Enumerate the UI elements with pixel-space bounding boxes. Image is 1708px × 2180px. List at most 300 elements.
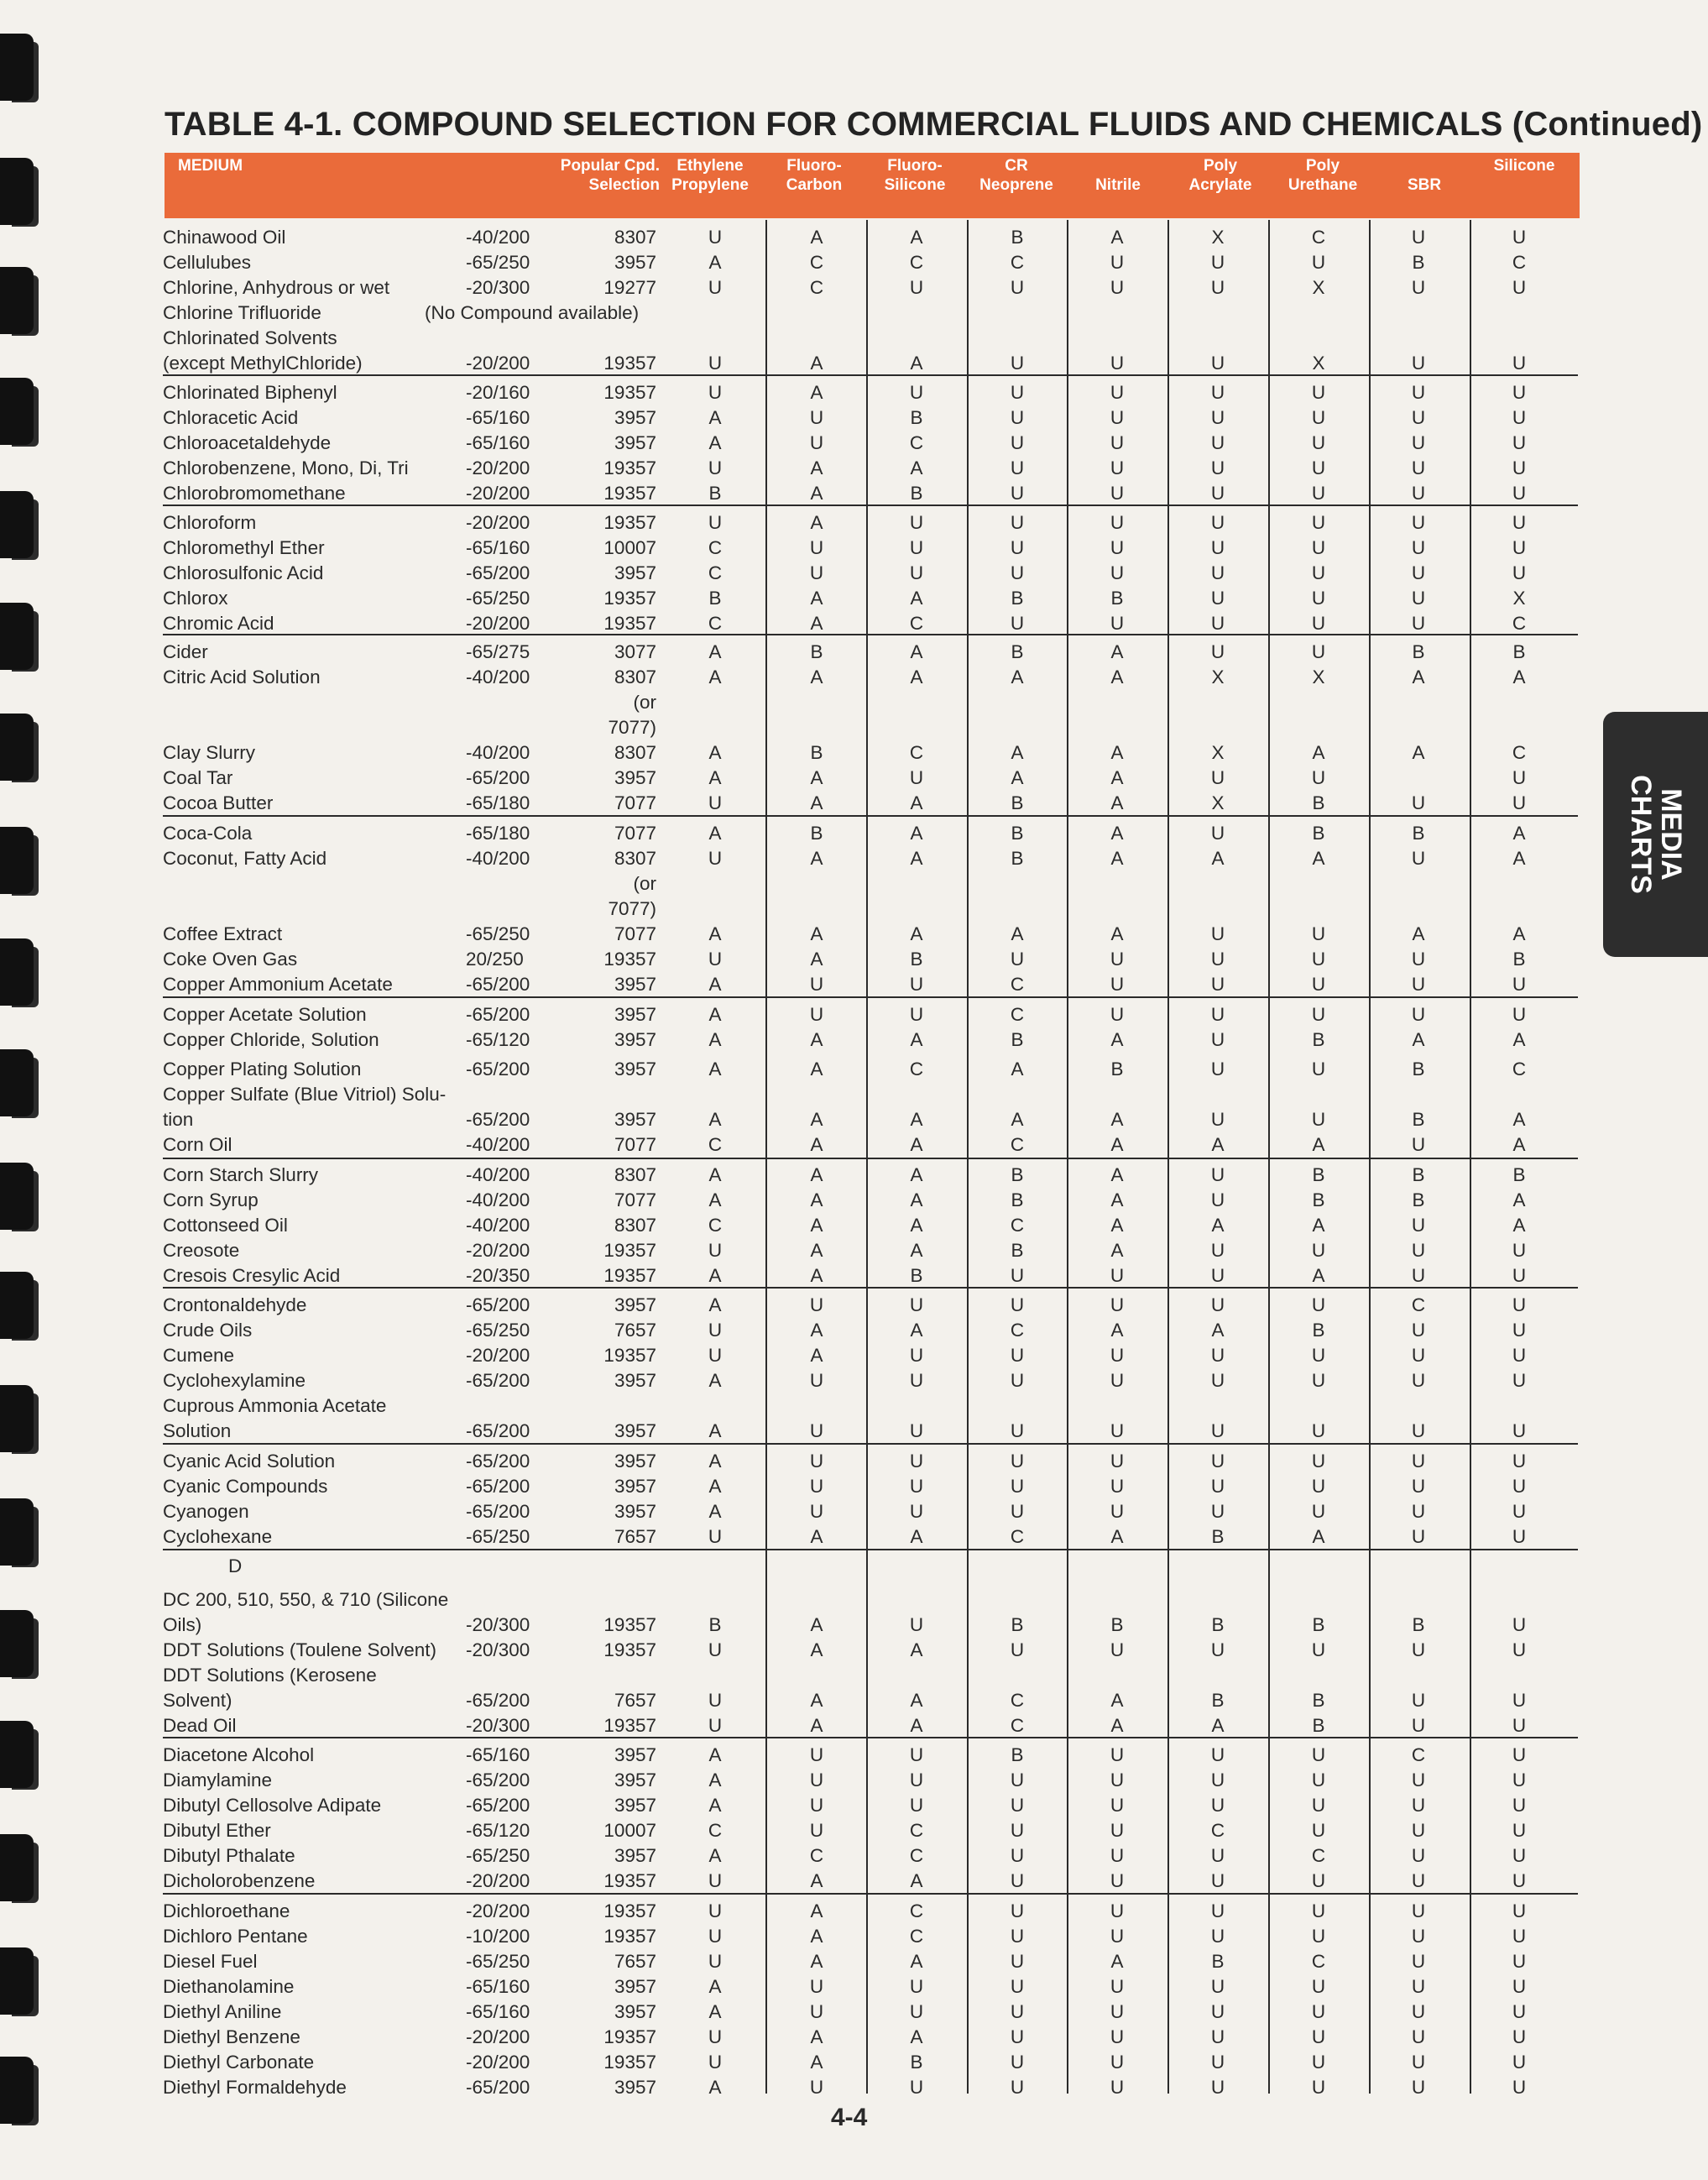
temperature-range: -40/200	[466, 1164, 530, 1185]
rating-cell: U	[1411, 1345, 1426, 1366]
rating-cell: X	[1312, 277, 1325, 298]
rating-cell: U	[1210, 1004, 1225, 1025]
table-row	[0, 791, 1708, 816]
rating-cell: U	[1512, 1370, 1527, 1391]
rating-cell: C	[1512, 613, 1527, 634]
rating-cell: U	[1010, 613, 1025, 634]
temperature-range: -65/180	[466, 792, 530, 813]
rating-cell: U	[1110, 1294, 1125, 1315]
rating-cell: C	[909, 1845, 924, 1866]
rating-cell: A	[1011, 1059, 1024, 1080]
rating-cell: A	[810, 1029, 823, 1050]
rating-cell: U	[1110, 407, 1125, 428]
rating-cell: B	[1011, 1029, 1024, 1050]
rating-cell: B	[910, 949, 923, 970]
rating-cell: U	[1311, 1294, 1326, 1315]
rating-cell: U	[1010, 1294, 1025, 1315]
table-row	[0, 740, 1708, 766]
rating-cell: U	[1110, 277, 1125, 298]
rating-cell: U	[1010, 512, 1025, 533]
rating-cell: U	[1512, 1900, 1527, 1921]
rating-cell: U	[1512, 483, 1527, 504]
table-row	[0, 1949, 1708, 1974]
column-divider	[1369, 220, 1371, 2094]
rating-cell: U	[1110, 1900, 1125, 1921]
rating-cell: U	[1411, 512, 1426, 533]
rating-cell: U	[1311, 1476, 1326, 1497]
compound-number: 19357	[603, 1870, 656, 1891]
medium-name: Chlorine, Anhydrous or wet	[163, 277, 390, 298]
rating-cell: A	[1412, 1029, 1425, 1050]
rating-cell: A	[1110, 1134, 1124, 1155]
rating-cell: U	[1010, 537, 1025, 558]
rating-cell: A	[1110, 848, 1124, 869]
rating-cell: A	[1110, 641, 1124, 662]
compound-number: 19357	[603, 2026, 656, 2047]
rating-cell: U	[1311, 1976, 1326, 1997]
compound-number: (or	[633, 692, 656, 713]
rating-cell: U	[1210, 823, 1225, 844]
table-row	[0, 250, 1708, 275]
table-row	[0, 2050, 1708, 2075]
rating-cell: U	[1311, 407, 1326, 428]
rating-cell: U	[1411, 1690, 1426, 1711]
medium-name: Crontonaldehyde	[163, 1294, 307, 1315]
rating-cell: U	[1411, 1320, 1426, 1341]
rating-cell: U	[1512, 1345, 1527, 1366]
table-row	[0, 1343, 1708, 1368]
rating-cell: U	[1110, 432, 1125, 453]
temperature-range: -65/250	[466, 588, 530, 609]
rating-cell: A	[708, 1976, 722, 1997]
temperature-range: -65/200	[466, 562, 530, 583]
rating-cell: A	[810, 1345, 823, 1366]
rating-cell: U	[1411, 949, 1426, 970]
media-charts-tab[interactable]	[1603, 712, 1708, 957]
page-number: 4-4	[831, 2104, 868, 2131]
temperature-range: -65/160	[466, 1976, 530, 1997]
rating-cell: U	[1411, 588, 1426, 609]
rating-cell: A	[1110, 1029, 1124, 1050]
rating-cell: A	[910, 1240, 923, 1261]
rating-cell: A	[1512, 1215, 1526, 1236]
rating-cell: U	[1110, 1744, 1125, 1765]
rating-cell: B	[708, 588, 722, 609]
compound-number: 3957	[614, 767, 656, 788]
temperature-range: -65/200	[466, 974, 530, 995]
table-row	[0, 1419, 1708, 1444]
table-row	[0, 1818, 1708, 1843]
rating-cell: U	[1311, 537, 1326, 558]
rating-cell: C	[809, 277, 824, 298]
header-medium: MEDIUM	[178, 157, 243, 175]
rating-cell: U	[1411, 1820, 1426, 1841]
rating-cell: U	[809, 1501, 824, 1522]
header-nitrile: Nitrile	[1095, 176, 1141, 194]
rating-cell: A	[708, 1744, 722, 1765]
rating-cell: X	[1312, 353, 1325, 374]
rating-cell: B	[1312, 1614, 1325, 1635]
rating-cell: U	[1311, 1420, 1326, 1441]
rating-cell: A	[810, 1900, 823, 1921]
temperature-range: -65/160	[466, 2001, 530, 2022]
compound-number: 3957	[614, 252, 656, 273]
temperature-range: -20/300	[466, 1639, 530, 1660]
rating-cell: U	[1411, 792, 1426, 813]
compound-number: 3957	[614, 1420, 656, 1441]
rating-cell: A	[708, 1059, 722, 1080]
rating-cell: A	[1412, 667, 1425, 687]
compound-number: 8307	[614, 742, 656, 763]
rating-cell: A	[1110, 923, 1124, 944]
rating-cell: U	[1512, 457, 1527, 478]
medium-name: Chinawood Oil	[163, 227, 286, 248]
table-row	[0, 1638, 1708, 1663]
rating-cell: U	[1512, 1770, 1527, 1791]
rating-cell: U	[1512, 1951, 1527, 1972]
medium-name: tion	[163, 1109, 194, 1130]
table-row	[0, 586, 1708, 611]
rating-cell: B	[1110, 1059, 1124, 1080]
rating-cell: U	[1010, 1265, 1025, 1286]
rating-cell: U	[1010, 483, 1025, 504]
rating-cell: U	[1311, 483, 1326, 504]
rating-cell: U	[1411, 1240, 1426, 1261]
rating-cell: A	[810, 1951, 823, 1972]
rating-cell: A	[1512, 1109, 1526, 1130]
rating-cell: U	[1110, 1370, 1125, 1391]
rating-cell: B	[1011, 1744, 1024, 1765]
compound-number: 8307	[614, 1164, 656, 1185]
medium-name: Cellulubes	[163, 252, 252, 273]
rating-cell: U	[1512, 1639, 1527, 1660]
medium-name: Dicholorobenzene	[163, 1870, 316, 1891]
medium-name: Copper Plating Solution	[163, 1059, 362, 1080]
temperature-range: -20/200	[466, 457, 530, 478]
rating-cell: A	[810, 923, 823, 944]
temperature-range: -20/200	[466, 1870, 530, 1891]
rating-cell: U	[1512, 1690, 1527, 1711]
rating-cell: B	[1312, 1320, 1325, 1341]
rating-cell: U	[1210, 641, 1225, 662]
compound-number: 3957	[614, 1744, 656, 1765]
rating-cell: U	[909, 562, 924, 583]
temperature-range: -65/200	[466, 1690, 530, 1711]
table-row	[0, 1613, 1708, 1638]
table-row	[0, 1213, 1708, 1238]
rating-cell: A	[910, 923, 923, 944]
rating-cell: U	[1010, 457, 1025, 478]
table-row	[0, 1768, 1708, 1793]
rating-cell: A	[708, 1189, 722, 1210]
rating-cell: U	[1010, 1900, 1025, 1921]
medium-name: Cocoa Butter	[163, 792, 274, 813]
rating-cell: A	[1312, 1134, 1325, 1155]
compound-number: 7657	[614, 1951, 656, 1972]
temperature-range: -65/120	[466, 1029, 530, 1050]
rating-cell: U	[1010, 382, 1025, 403]
rating-cell: U	[1411, 1476, 1426, 1497]
table-row	[0, 351, 1708, 376]
medium-name: Cuprous Ammonia Acetate	[163, 1395, 387, 1416]
rating-cell: A	[1211, 1715, 1225, 1736]
rating-cell: U	[1411, 353, 1426, 374]
rating-cell: U	[1411, 1501, 1426, 1522]
rating-cell: X	[1211, 742, 1225, 763]
rating-cell: B	[1011, 1240, 1024, 1261]
rating-cell: A	[1211, 1134, 1225, 1155]
rating-cell: A	[810, 1715, 823, 1736]
medium-name: DDT Solutions (Kerosene	[163, 1665, 377, 1686]
rating-cell: U	[1311, 1870, 1326, 1891]
rating-cell: U	[1210, 1845, 1225, 1866]
compound-number: 19357	[603, 2052, 656, 2073]
rating-cell: A	[910, 792, 923, 813]
medium-name: Cider	[163, 641, 208, 662]
rating-cell: U	[909, 537, 924, 558]
rating-cell: U	[809, 1420, 824, 1441]
rating-cell: U	[909, 1451, 924, 1472]
medium-name: Cumene	[163, 1345, 235, 1366]
rating-cell: A	[810, 792, 823, 813]
header-poly-acrylate: Poly Acrylate	[1188, 157, 1252, 194]
rating-cell: U	[1010, 1345, 1025, 1366]
rating-cell: U	[1210, 1795, 1225, 1816]
temperature-range: -20/200	[466, 1240, 530, 1261]
compound-number: 3957	[614, 1029, 656, 1050]
compound-number: 19357	[603, 483, 656, 504]
temperature-range: -20/200	[466, 512, 530, 533]
rating-cell: U	[1512, 1265, 1527, 1286]
table-row	[0, 690, 1708, 715]
rating-cell: U	[708, 1715, 723, 1736]
rating-cell: B	[1312, 1189, 1325, 1210]
compound-number: 3957	[614, 2077, 656, 2098]
rating-cell: U	[1311, 1639, 1326, 1660]
table-row	[0, 1027, 1708, 1053]
rating-cell: U	[708, 457, 723, 478]
rating-cell: A	[810, 1134, 823, 1155]
compound-number: 10007	[603, 1820, 656, 1841]
rating-cell: C	[1010, 1320, 1025, 1341]
compound-number: 19357	[603, 1240, 656, 1261]
rating-cell: U	[1512, 792, 1527, 813]
rating-cell: U	[1210, 1189, 1225, 1210]
medium-name: Diesel Fuel	[163, 1951, 258, 1972]
rating-cell: A	[1110, 742, 1124, 763]
table-row	[0, 1843, 1708, 1869]
rating-cell: U	[1411, 613, 1426, 634]
rating-cell: A	[1412, 742, 1425, 763]
medium-name: Citric Acid Solution	[163, 667, 321, 687]
temperature-range: -65/200	[466, 1476, 530, 1497]
rating-cell: U	[809, 1451, 824, 1472]
section-letter: D	[228, 1555, 243, 1576]
rating-cell: U	[708, 792, 723, 813]
rating-cell: A	[910, 353, 923, 374]
rating-cell: A	[1110, 1189, 1124, 1210]
rating-cell: B	[1011, 227, 1024, 248]
compound-number: 3957	[614, 432, 656, 453]
header-poly-urethane: Poly Urethane	[1288, 157, 1358, 194]
rating-cell: C	[1010, 1134, 1025, 1155]
temperature-range: -65/250	[466, 1526, 530, 1547]
temperature-range: -65/200	[466, 1420, 530, 1441]
rating-cell: A	[810, 1870, 823, 1891]
medium-name: Coca-Cola	[163, 823, 253, 844]
temperature-range: -65/250	[466, 1951, 530, 1972]
rating-cell: A	[708, 1164, 722, 1185]
rating-cell: U	[1311, 2026, 1326, 2047]
medium-name: Diethyl Formaldehyde	[163, 2077, 347, 2098]
table-row	[0, 821, 1708, 846]
medium-name: Coke Oven Gas	[163, 949, 298, 970]
rating-cell: U	[1010, 562, 1025, 583]
rating-cell: U	[1311, 1370, 1326, 1391]
medium-name: Crude Oils	[163, 1320, 253, 1341]
compound-number: 3957	[614, 1370, 656, 1391]
rating-cell: U	[708, 1690, 723, 1711]
medium-name: Diethyl Benzene	[163, 2026, 300, 2047]
temperature-range: -65/160	[466, 407, 530, 428]
rating-cell: B	[810, 641, 823, 662]
rating-cell: A	[708, 2001, 722, 2022]
compound-number: 7077	[614, 1134, 656, 1155]
rating-cell: U	[1010, 1820, 1025, 1841]
rating-cell: A	[1512, 848, 1526, 869]
medium-name: Diamylamine	[163, 1770, 273, 1791]
rating-cell: U	[1512, 2052, 1527, 2073]
rating-cell: A	[910, 1029, 923, 1050]
temperature-range: -65/200	[466, 1294, 530, 1315]
header-ethylene-propylene: Ethylene Propylene	[671, 157, 749, 194]
rating-cell: A	[910, 1320, 923, 1341]
rating-cell: B	[1412, 1109, 1425, 1130]
rating-cell: C	[1010, 252, 1025, 273]
rating-cell: U	[1311, 252, 1326, 273]
compound-number: 3957	[614, 1976, 656, 1997]
rating-cell: A	[1110, 1215, 1124, 1236]
rating-cell: U	[1110, 1345, 1125, 1366]
rating-cell: A	[1110, 767, 1124, 788]
rating-cell: U	[909, 512, 924, 533]
rating-cell: U	[809, 562, 824, 583]
rating-cell: U	[1512, 1744, 1527, 1765]
rating-cell: U	[1411, 1976, 1426, 1997]
rating-cell: U	[1110, 2026, 1125, 2047]
medium-name: Dead Oil	[163, 1715, 237, 1736]
compound-number: 19277	[603, 277, 656, 298]
rating-cell: U	[1411, 1715, 1426, 1736]
rating-cell: A	[1412, 923, 1425, 944]
rating-cell: C	[909, 432, 924, 453]
rating-cell: U	[1411, 537, 1426, 558]
rating-cell: U	[1311, 588, 1326, 609]
rating-cell: U	[909, 2001, 924, 2022]
compound-number: 3957	[614, 1501, 656, 1522]
rating-cell: C	[1411, 1744, 1426, 1765]
table-row	[0, 1793, 1708, 1818]
rating-cell: A	[708, 974, 722, 995]
table-row	[0, 640, 1708, 665]
rating-cell: C	[1311, 227, 1326, 248]
rating-cell: U	[1311, 1345, 1326, 1366]
rating-cell: C	[1010, 1004, 1025, 1025]
rating-cell: U	[1512, 1501, 1527, 1522]
row-group-divider	[163, 815, 1578, 817]
medium-name: Chromic Acid	[163, 613, 274, 634]
rating-cell: U	[1512, 1526, 1527, 1547]
temperature-range: -20/300	[466, 277, 530, 298]
rating-cell: A	[708, 1795, 722, 1816]
rating-cell: U	[809, 1294, 824, 1315]
rating-cell: U	[1210, 407, 1225, 428]
rating-cell: A	[708, 1770, 722, 1791]
rating-cell: A	[1512, 1189, 1526, 1210]
rating-cell: B	[810, 742, 823, 763]
rating-cell: U	[909, 1614, 924, 1635]
rating-cell: U	[1512, 382, 1527, 403]
compound-number: 19357	[603, 1345, 656, 1366]
header-silicone: Silicone	[1493, 157, 1555, 175]
row-group-divider	[163, 1893, 1578, 1895]
rating-cell: U	[1512, 974, 1527, 995]
medium-name: Solution	[163, 1420, 232, 1441]
rating-cell: U	[809, 1795, 824, 1816]
rating-cell: U	[1010, 1951, 1025, 1972]
rating-cell: A	[708, 407, 722, 428]
rating-cell: C	[1010, 1215, 1025, 1236]
rating-cell: A	[810, 848, 823, 869]
rating-cell: U	[1411, 2077, 1426, 2098]
rating-cell: U	[909, 1976, 924, 1997]
rating-cell: A	[910, 641, 923, 662]
rating-cell: U	[1311, 1059, 1326, 1080]
rating-cell: A	[810, 1109, 823, 1130]
medium-name: Chloromethyl Ether	[163, 537, 325, 558]
rating-cell: B	[1312, 1164, 1325, 1185]
rating-cell: U	[1110, 537, 1125, 558]
table-row	[0, 1263, 1708, 1289]
rating-cell: U	[1512, 227, 1527, 248]
rating-cell: U	[809, 1370, 824, 1391]
rating-cell: U	[708, 353, 723, 374]
rating-cell: A	[910, 1189, 923, 1210]
medium-name: Cyclohexane	[163, 1526, 273, 1547]
rating-cell: U	[809, 1976, 824, 1997]
rating-cell: A	[708, 767, 722, 788]
compound-number: 3957	[614, 1109, 656, 1130]
rating-cell: B	[910, 407, 923, 428]
rating-cell: B	[1412, 641, 1425, 662]
rating-cell: A	[810, 1614, 823, 1635]
column-divider	[1268, 220, 1270, 2094]
rating-cell: U	[1110, 2001, 1125, 2022]
compound-number: 19357	[603, 1265, 656, 1286]
rating-cell: U	[1311, 432, 1326, 453]
table-row	[0, 561, 1708, 586]
table-row	[0, 431, 1708, 456]
rating-cell: U	[708, 382, 723, 403]
rating-cell: U	[1411, 1900, 1426, 1921]
temperature-range: -20/300	[466, 1715, 530, 1736]
row-group-divider	[163, 634, 1578, 635]
rating-cell: A	[1312, 1265, 1325, 1286]
rating-cell: U	[1210, 1476, 1225, 1497]
compound-number: 8307	[614, 667, 656, 687]
rating-cell: U	[1210, 1770, 1225, 1791]
rating-cell: U	[1311, 949, 1326, 970]
